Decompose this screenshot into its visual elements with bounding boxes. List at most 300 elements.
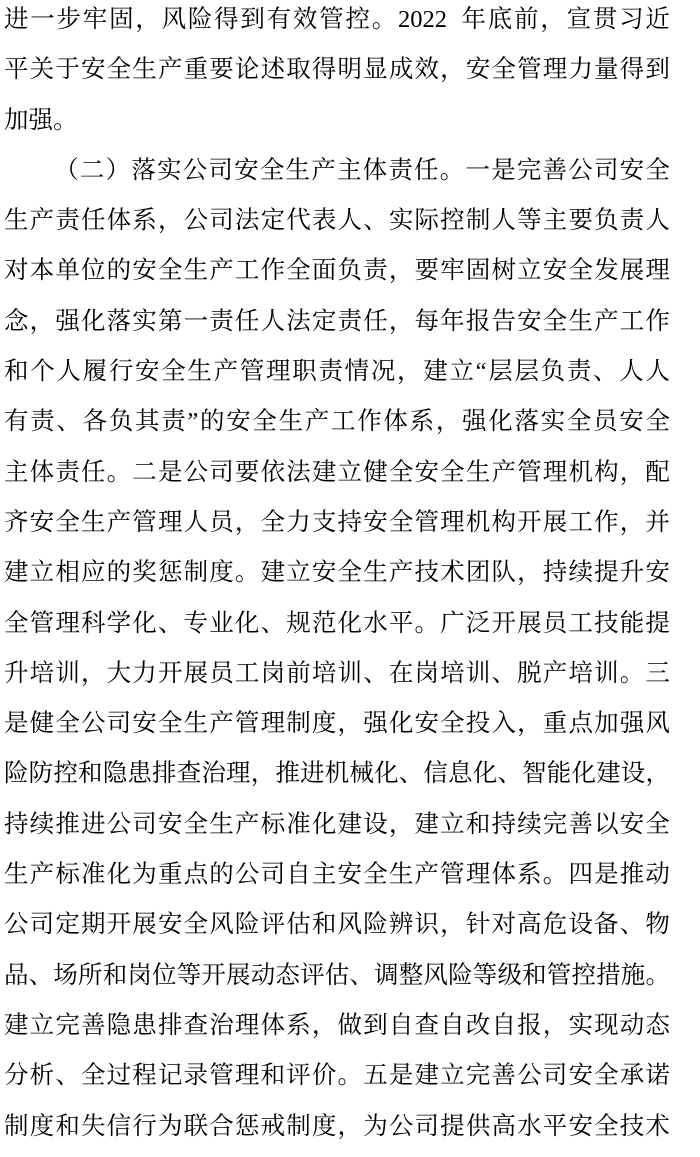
glyph: ， [388, 307, 414, 335]
glyph: 负 [594, 207, 619, 235]
glyph: 系 [132, 207, 157, 235]
glyph: 法 [286, 307, 311, 335]
text-line [4, 498, 670, 548]
glyph: 年 [440, 307, 465, 335]
glyph: 和 [78, 760, 103, 788]
glyph: 公 [568, 156, 593, 184]
glyph: 于 [55, 56, 80, 84]
glyph: 作 [594, 508, 619, 536]
glyph: 一 [30, 6, 55, 33]
glyph: 建 [414, 1062, 439, 1090]
text-line [4, 599, 670, 649]
text-line [4, 951, 670, 1001]
glyph: 宣 [566, 6, 592, 33]
glyph: 提 [440, 1112, 465, 1140]
glyph: 责 [30, 408, 55, 436]
glyph: 态 [645, 1011, 670, 1039]
glyph: 针 [465, 911, 491, 939]
glyph: 重 [183, 56, 209, 84]
glyph: 训 [55, 659, 80, 687]
glyph: 学 [106, 609, 132, 637]
glyph: 风 [161, 6, 187, 33]
glyph: 推 [619, 861, 645, 889]
glyph: 力 [286, 508, 311, 536]
glyph: 是 [4, 710, 29, 738]
glyph: 产 [388, 559, 414, 587]
glyph: 产 [209, 257, 234, 285]
glyph: 立 [440, 1062, 465, 1090]
glyph: 产 [209, 710, 234, 738]
glyph: 贯 [592, 6, 618, 33]
glyph: 的 [106, 257, 132, 285]
glyph: 训 [337, 659, 363, 687]
glyph: 层 [514, 358, 539, 386]
glyph: 报 [465, 307, 491, 335]
glyph: 工 [331, 408, 356, 436]
glyph: 个 [30, 358, 55, 386]
glyph: 责 [55, 207, 80, 235]
glyph: 入 [491, 710, 516, 738]
glyph: 控 [440, 207, 465, 235]
glyph: 机 [568, 458, 593, 486]
glyph: 全 [161, 358, 186, 386]
glyph: 得 [619, 56, 645, 84]
glyph: 人 [491, 207, 516, 235]
glyph: 持 [4, 810, 29, 838]
glyph: 加 [4, 106, 29, 134]
glyph: 生 [4, 207, 29, 235]
glyph: 理 [542, 458, 568, 486]
glyph: 化 [106, 861, 132, 889]
glyph: ， [29, 307, 55, 335]
glyph: 公 [388, 1112, 414, 1140]
glyph: 智 [522, 760, 547, 788]
glyph: 全 [106, 56, 132, 84]
glyph: 患 [132, 1011, 157, 1039]
glyph: 展 [542, 508, 568, 536]
glyph: 息 [448, 760, 473, 788]
glyph: 自 [286, 861, 311, 889]
glyph: 理 [157, 508, 183, 536]
glyph: 辨 [388, 911, 414, 939]
glyph: 全 [594, 1062, 619, 1090]
glyph: 生 [187, 358, 212, 386]
glyph: 、 [157, 609, 183, 637]
glyph: 隐 [102, 760, 128, 788]
glyph: 重 [542, 710, 568, 738]
text-line [4, 0, 670, 45]
glyph: 全 [491, 56, 516, 84]
glyph: 成 [388, 56, 414, 84]
glyph: 展 [226, 961, 251, 989]
glyph: 一 [183, 307, 209, 335]
glyph: 代 [286, 207, 311, 235]
glyph: 产 [594, 307, 619, 335]
glyph: 。 [337, 1062, 363, 1090]
glyph: 。 [234, 559, 260, 587]
glyph: 发 [594, 257, 619, 285]
glyph: 持 [542, 559, 568, 587]
glyph: 公 [183, 458, 209, 486]
glyph: 训 [465, 659, 491, 687]
glyph: ， [517, 710, 542, 738]
glyph: 培 [440, 659, 465, 687]
glyph: 司 [106, 710, 132, 738]
glyph: 推 [55, 810, 80, 838]
glyph: 建 [4, 559, 29, 587]
glyph: 公 [80, 710, 106, 738]
glyph: 行 [108, 358, 134, 386]
glyph: 培 [29, 659, 55, 687]
glyph: 行 [132, 1112, 157, 1140]
glyph: 理 [266, 358, 291, 386]
glyph: 机 [324, 760, 350, 788]
glyph: 、 [28, 961, 54, 989]
glyph: 评 [300, 961, 325, 989]
glyph: 全 [252, 408, 277, 436]
glyph: 全 [388, 458, 414, 486]
glyph: 系 [517, 861, 542, 889]
glyph: ， [234, 508, 260, 536]
glyph: 风 [337, 911, 363, 939]
glyph: 安 [619, 810, 645, 838]
glyph: ， [311, 1011, 337, 1039]
glyph: 实 [568, 1011, 593, 1039]
glyph: ） [105, 156, 131, 184]
glyph: 诺 [645, 1062, 670, 1090]
glyph: 机 [465, 508, 491, 536]
glyph: 、 [491, 659, 516, 687]
glyph: 主 [542, 207, 568, 235]
glyph: 化 [80, 307, 106, 335]
glyph: 开 [201, 961, 226, 989]
glyph: 自 [491, 1011, 516, 1039]
glyph: 开 [157, 659, 183, 687]
glyph: 。 [371, 6, 397, 33]
glyph: 任 [234, 307, 260, 335]
glyph: 要 [234, 458, 260, 486]
glyph: 术 [440, 559, 465, 587]
glyph: 善 [491, 1062, 516, 1090]
glyph: 全 [566, 408, 592, 436]
glyph: 准 [80, 861, 106, 889]
glyph: 管 [239, 358, 265, 386]
glyph: 产 [311, 156, 336, 184]
glyph: 依 [260, 458, 286, 486]
glyph: 责 [619, 207, 645, 235]
glyph: 司 [593, 156, 619, 184]
glyph: 制 [4, 1112, 29, 1140]
glyph: 健 [29, 710, 55, 738]
glyph: 配 [645, 458, 670, 486]
text-line [4, 347, 670, 397]
glyph: 惩 [234, 1112, 260, 1140]
glyph: 全 [594, 1112, 619, 1140]
glyph: 态 [275, 961, 300, 989]
glyph: 期 [80, 911, 106, 939]
glyph: 规 [286, 609, 311, 637]
glyph: 到 [240, 6, 265, 33]
glyph: ， [157, 207, 183, 235]
glyph: 前 [286, 659, 311, 687]
glyph: 健 [363, 458, 388, 486]
glyph: 分 [4, 1062, 29, 1090]
glyph: 团 [465, 559, 491, 587]
glyph: 理 [234, 1011, 260, 1039]
glyph: 整 [398, 961, 424, 989]
glyph: 生 [132, 56, 157, 84]
glyph: 开 [491, 609, 516, 637]
glyph: 平 [4, 56, 29, 84]
glyph: 主 [311, 861, 337, 889]
glyph: 有 [266, 6, 292, 33]
glyph: 、 [260, 609, 286, 637]
glyph: 实 [540, 408, 566, 436]
glyph: 一 [465, 156, 490, 184]
glyph: 产 [304, 408, 330, 436]
glyph: 改 [465, 1011, 491, 1039]
glyph: ， [542, 1011, 568, 1039]
glyph: 管 [209, 1062, 234, 1090]
glyph: 能 [619, 609, 645, 637]
glyph: 近 [645, 6, 670, 33]
glyph: 程 [132, 1062, 157, 1090]
glyph: 显 [363, 56, 388, 84]
glyph: 化 [472, 760, 498, 788]
glyph: 升 [619, 559, 645, 587]
glyph: 系 [409, 408, 435, 436]
glyph: 人 [337, 207, 363, 235]
glyph: 建 [311, 458, 337, 486]
glyph: 善 [80, 1011, 106, 1039]
glyph: 平 [542, 1112, 568, 1140]
glyph: 是 [157, 458, 183, 486]
glyph: 信 [423, 760, 448, 788]
glyph: 标 [55, 861, 80, 889]
glyph: （ [54, 156, 79, 184]
glyph: 五 [363, 1062, 388, 1090]
glyph: 责 [209, 307, 234, 335]
glyph: 立 [440, 810, 465, 838]
glyph: 准 [286, 810, 311, 838]
glyph: 点 [183, 861, 209, 889]
glyph: 安 [337, 861, 363, 889]
glyph: 底 [487, 6, 513, 33]
glyph: 和 [102, 961, 128, 989]
text-line [4, 649, 670, 699]
glyph: 和 [55, 1112, 80, 1140]
text-line [4, 1001, 670, 1051]
glyph: 任 [80, 458, 106, 486]
glyph: 全 [260, 508, 286, 536]
glyph: 责 [566, 358, 592, 386]
glyph: 、 [593, 358, 618, 386]
glyph: 产 [106, 508, 132, 536]
glyph: 风 [209, 911, 234, 939]
glyph: 是 [388, 1062, 414, 1090]
glyph: 责 [363, 257, 388, 285]
glyph: 工 [619, 307, 645, 335]
glyph: 主 [336, 156, 362, 184]
glyph: 构 [594, 458, 619, 486]
glyph: 司 [414, 1112, 439, 1140]
glyph: 立 [337, 458, 363, 486]
glyph: 际 [414, 207, 439, 235]
glyph: 层 [488, 358, 513, 386]
glyph: 公 [517, 1062, 542, 1090]
glyph: 2022 [397, 6, 447, 33]
glyph: 产 [213, 358, 239, 386]
glyph: 加 [594, 710, 619, 738]
glyph: 管 [517, 458, 542, 486]
glyph: 全 [157, 710, 183, 738]
glyph: 安 [311, 559, 337, 587]
glyph: 法 [286, 458, 311, 486]
glyph: 应 [80, 559, 106, 587]
glyph: 强 [619, 710, 645, 738]
glyph: 展 [183, 659, 209, 687]
glyph: 调 [374, 961, 399, 989]
glyph: 化 [311, 810, 337, 838]
glyph: 生 [278, 408, 304, 436]
glyph: 全 [55, 508, 80, 536]
glyph: 。 [53, 106, 78, 134]
glyph: 生 [4, 861, 29, 889]
glyph: 和 [4, 358, 29, 386]
glyph: 生 [388, 861, 414, 889]
glyph: 做 [337, 1011, 363, 1039]
glyph: 工 [234, 659, 260, 687]
glyph: 生 [80, 508, 106, 536]
glyph: 业 [209, 609, 234, 637]
glyph: 展 [619, 257, 645, 285]
glyph: 司 [208, 156, 233, 184]
glyph: 作 [357, 408, 382, 436]
glyph: 安 [363, 508, 388, 536]
glyph: 念 [4, 307, 29, 335]
glyph: 报 [517, 1011, 542, 1039]
glyph: 定 [260, 207, 286, 235]
glyph: 要 [209, 56, 234, 84]
glyph: 水 [517, 1112, 542, 1140]
glyph: 防 [28, 760, 54, 788]
text-line [4, 45, 670, 95]
glyph: 第 [157, 307, 183, 335]
glyph: 。 [542, 861, 568, 889]
glyph: 位 [152, 961, 177, 989]
glyph: 四 [568, 861, 593, 889]
glyph: ， [337, 710, 363, 738]
glyph: ， [250, 760, 276, 788]
glyph: 科 [80, 609, 106, 637]
glyph: 定 [55, 911, 80, 939]
glyph: 大 [106, 659, 132, 687]
glyph: 安 [29, 508, 55, 536]
glyph: 取 [286, 56, 311, 84]
glyph: 强 [55, 307, 80, 335]
glyph: 、 [363, 207, 388, 235]
glyph: 续 [517, 810, 542, 838]
glyph: 。 [645, 961, 670, 989]
glyph: 险 [448, 961, 473, 989]
glyph: ， [517, 559, 542, 587]
glyph: 构 [491, 508, 516, 536]
glyph: 生 [568, 307, 593, 335]
glyph: 生 [183, 710, 209, 738]
glyph: 人 [260, 307, 286, 335]
glyph: 等 [517, 207, 542, 235]
glyph: 培 [568, 659, 593, 687]
glyph: 完 [55, 1011, 80, 1039]
glyph: 全 [157, 257, 183, 285]
glyph: 进 [80, 810, 106, 838]
glyph: 树 [491, 257, 516, 285]
glyph: 管 [29, 609, 55, 637]
glyph: 供 [465, 1112, 491, 1140]
glyph: 理 [645, 257, 670, 285]
glyph: 力 [568, 56, 593, 84]
glyph: 场 [53, 961, 78, 989]
glyph: 立 [517, 257, 542, 285]
glyph: 。 [439, 156, 465, 184]
glyph: 得 [214, 6, 239, 33]
glyph: 措 [596, 961, 621, 989]
glyph: 估 [286, 911, 311, 939]
glyph: 完 [465, 1062, 491, 1090]
glyph: 范 [311, 609, 337, 637]
glyph: 全 [337, 559, 363, 587]
glyph: 全 [259, 156, 285, 184]
glyph: 人 [56, 358, 81, 386]
glyph: 生 [209, 810, 234, 838]
glyph: 度 [311, 1112, 337, 1140]
glyph: 为 [132, 861, 157, 889]
glyph: 制 [465, 207, 491, 235]
glyph: 产 [542, 659, 568, 687]
glyph: 责 [388, 156, 413, 184]
glyph: 录 [183, 1062, 209, 1090]
glyph: 化 [234, 609, 260, 637]
glyph: 产 [29, 861, 55, 889]
glyph: 自 [440, 1011, 465, 1039]
glyph: 人 [619, 358, 644, 386]
glyph: 善 [542, 156, 568, 184]
glyph: 理 [465, 861, 491, 889]
glyph: 理 [542, 56, 568, 84]
glyph: 要 [414, 257, 439, 285]
glyph: 安 [568, 1062, 593, 1090]
glyph: 奖 [132, 559, 157, 587]
glyph: 估 [324, 961, 350, 989]
glyph: 落 [131, 156, 156, 184]
glyph: ， [619, 508, 645, 536]
glyph: 得 [311, 56, 337, 84]
glyph: 术 [645, 1112, 670, 1140]
glyph: 实 [388, 207, 414, 235]
glyph: 告 [491, 307, 516, 335]
glyph: 任 [363, 307, 388, 335]
glyph: 开 [517, 508, 542, 536]
glyph: 主 [4, 458, 29, 486]
glyph: 险 [363, 911, 388, 939]
glyph: ， [619, 458, 645, 486]
glyph: 公 [4, 911, 29, 939]
glyph: 开 [106, 911, 132, 939]
glyph: 每 [414, 307, 439, 335]
glyph: 安 [414, 458, 439, 486]
glyph: 司 [209, 207, 234, 235]
glyph: 广 [440, 609, 465, 637]
